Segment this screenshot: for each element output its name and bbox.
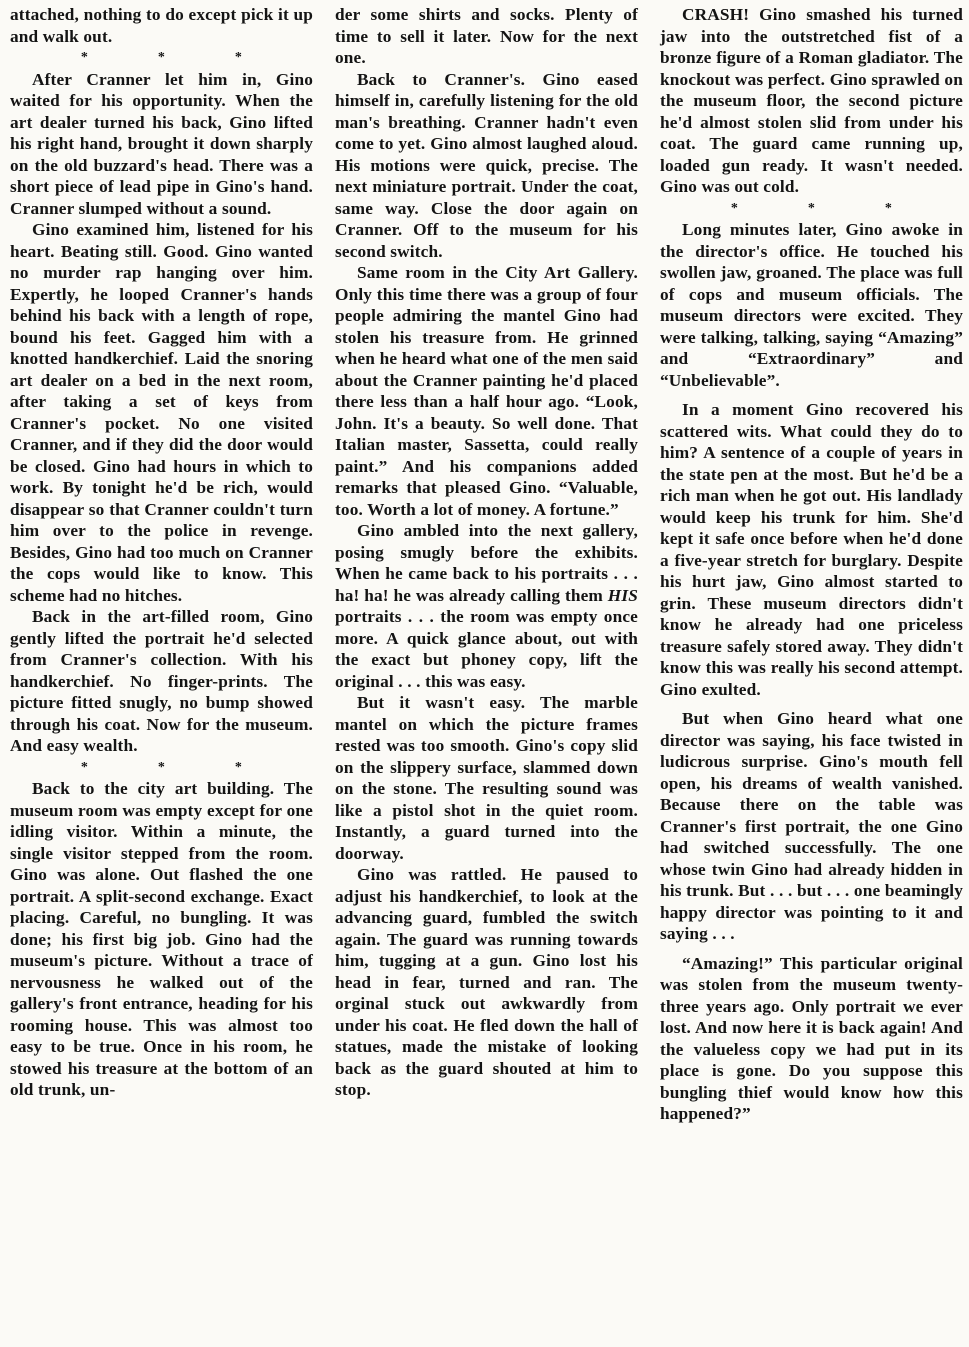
paragraph: Back to the city art building. The museum room was empty except for one idling visitor. Within a minute, the single visitor stepped from the room. Gino was alone. Out flashed the one portrait. A split-second exchange. Exact placing. Careful, no bungling. It was done; his first big job. Gino had the museum's picture. Without a trace of nervousness he walked out of the gallery's front entrance, heading for his rooming house. This was almost too easy to be true. Once in his room, he stowed his treasure at the bottom of an old trunk, un- <box>10 779 313 1099</box>
asterisk-glyph: * <box>80 50 89 65</box>
paragraph: attached, nothing to do except pick it up and walk out. <box>10 5 313 46</box>
section-separator <box>10 757 313 779</box>
asterisk-glyph: * <box>730 200 739 216</box>
section-separator <box>10 47 313 69</box>
paragraph-text: Gino ambled into the next gallery, posing smugly before the exhibits. When he came back to his portraits . . . ha! ha! he was already calling them <box>335 521 638 605</box>
section-separator <box>660 198 963 220</box>
paragraph: “Amazing!” This particular original was stolen from the museum twenty-three years ago. Only portrait we ever lost. And now here it is back again! And the valueless copy we had put in its place is gone. Do you suppose this bungling thief would know how this happened?” <box>660 953 963 1123</box>
paragraph <box>335 520 638 692</box>
asterisk-glyph: * <box>80 759 89 775</box>
column-2 <box>335 4 638 1347</box>
paragraph: But it wasn't easy. The marble mantel on which the picture frames rested was too smooth. Gino's copy slid on the slippery surface, slammed down on the stone. The resulting sound was like a pistol shot in the quiet room. Instantly, a guard turned into the doorway. <box>335 693 638 863</box>
column-1 <box>10 4 313 1347</box>
asterisk-glyph: * <box>157 759 166 775</box>
emphasis-text: HIS <box>607 585 638 605</box>
asterisk-glyph: * <box>234 50 243 65</box>
paragraph: In a moment Gino recovered his scattered wits. What could they do to him? A sentence of a couple of years in the state pen at the most. But he'd be a rich man when he got out. His landlady would keep his trunk for him. She'd kept it safe once before when he'd done a five-year stretch for burglary. Despite his hurt jaw, Gino almost started to grin. These museum directors didn't know he already had one priceless treasure safely stored away. They didn't know this was really his second attempt. Gino exulted. <box>660 400 963 699</box>
paragraph: But when Gino heard what one director was saying, his face twisted in ludicrous surprise. Gino's mouth fell open, his dreams of wealth vanished. Because there on the table was Cranner's first portrait, the one Gino had switched successfully. The one whose twin Gino had already hidden in his trunk. But . . . but . . . one beamingly happy director was pointing to it and saying . . . <box>660 709 963 943</box>
asterisk-glyph: * <box>807 200 816 216</box>
paragraph: Back to Cranner's. Gino eased himself in, carefully listening for the old man's breathing. Cranner hadn't even come to yet. Gino almost laughed aloud. His motions were quick, precise. The next miniature portrait. Under the coat, same way. Close the door again on Cranner. Off to the museum for his second switch. <box>335 69 638 261</box>
paragraph-text: portraits . . . the room was empty once more. A quick glance about, out with the exact but phoney copy, lift the original . . . this was easy. <box>335 607 638 691</box>
paragraph: After Cranner let him in, Gino waited for his opportunity. When the art dealer turned his back, Gino lifted his right hand, brought it down sharply on the old buzzard's head. There was a short piece of lead pipe in Gino's hand. Cranner slumped without a sound. <box>10 69 313 218</box>
asterisk-glyph: * <box>234 759 243 775</box>
asterisk-glyph: * <box>157 50 166 65</box>
asterisk-glyph: * <box>884 200 893 216</box>
paragraph: Gino was rattled. He paused to adjust his handkerchief, to look at the advancing guard, fumbled the switch again. The guard was running towards him, tugging at a gun. Gino lost his head in fear, turned and ran. The orginal stuck out awkwardly from under his coat. He fled down the hall of statues, made the mistake of looking back as the guard shouted at him to stop. <box>335 865 638 1099</box>
paragraph: Long minutes later, Gino awoke in the director's office. He touched his swollen jaw, groaned. The place was full of cops and museum officials. The museum directors were excited. They were talking, talking, saying “Amazing” and “Extraordinary” and “Unbelievable”. <box>660 220 963 390</box>
column-3 <box>660 4 963 1347</box>
paragraph: CRASH! Gino smashed his turned jaw into the outstretched fist of a bronze figure of a Roman gladiator. The knockout was perfect. Gino sprawled on the museum floor, the second picture he'd almost stolen slid from under his coat. The guard came running up, loaded gun ready. It wasn't needed. Gino was out cold. <box>660 5 963 196</box>
paragraph: Same room in the City Art Gallery. Only this time there was a group of four people admiring the mantel Gino had stolen his treasure from. He grinned when he heard what one of the men said about the Cranner painting he'd placed there less than a half hour ago. “Look, John. It's a beauty. So well done. That Italian master, Sassetta, could really paint.” And his companions added remarks that pleased Gino. “Valuable, too. Worth a lot of money. A fortune.” <box>335 263 638 519</box>
paragraph: der some shirts and socks. Plenty of time to sell it later. Now for the next one. <box>335 5 638 67</box>
paragraph: Gino examined him, listened for his heart. Beating still. Good. Gino wanted no murder rap hanging over him. Expertly, he looped Cranner's hands behind his back with a length of rope, bound his feet. Gagged him with a knotted handkerchief. Laid the snoring art dealer on a bed in the next room, after taking a set of keys from Cranner's pocket. No one visited Cranner, and if they did the door would be closed. Gino had hours in which to work. By tonight he'd be rich, would disappear so that Cranner couldn't turn him over to the police in revenge. Besides, Gino had too much on Cranner the cops would like to know. This scheme had no hitches. <box>10 220 313 605</box>
paragraph: Back in the art-filled room, Gino gently lifted the portrait he'd selected from Cranner's collection. With his handkerchief. No finger-prints. The picture fitted snugly, no bump showed through his coat. Now for the museum. And easy wealth. <box>10 607 313 755</box>
